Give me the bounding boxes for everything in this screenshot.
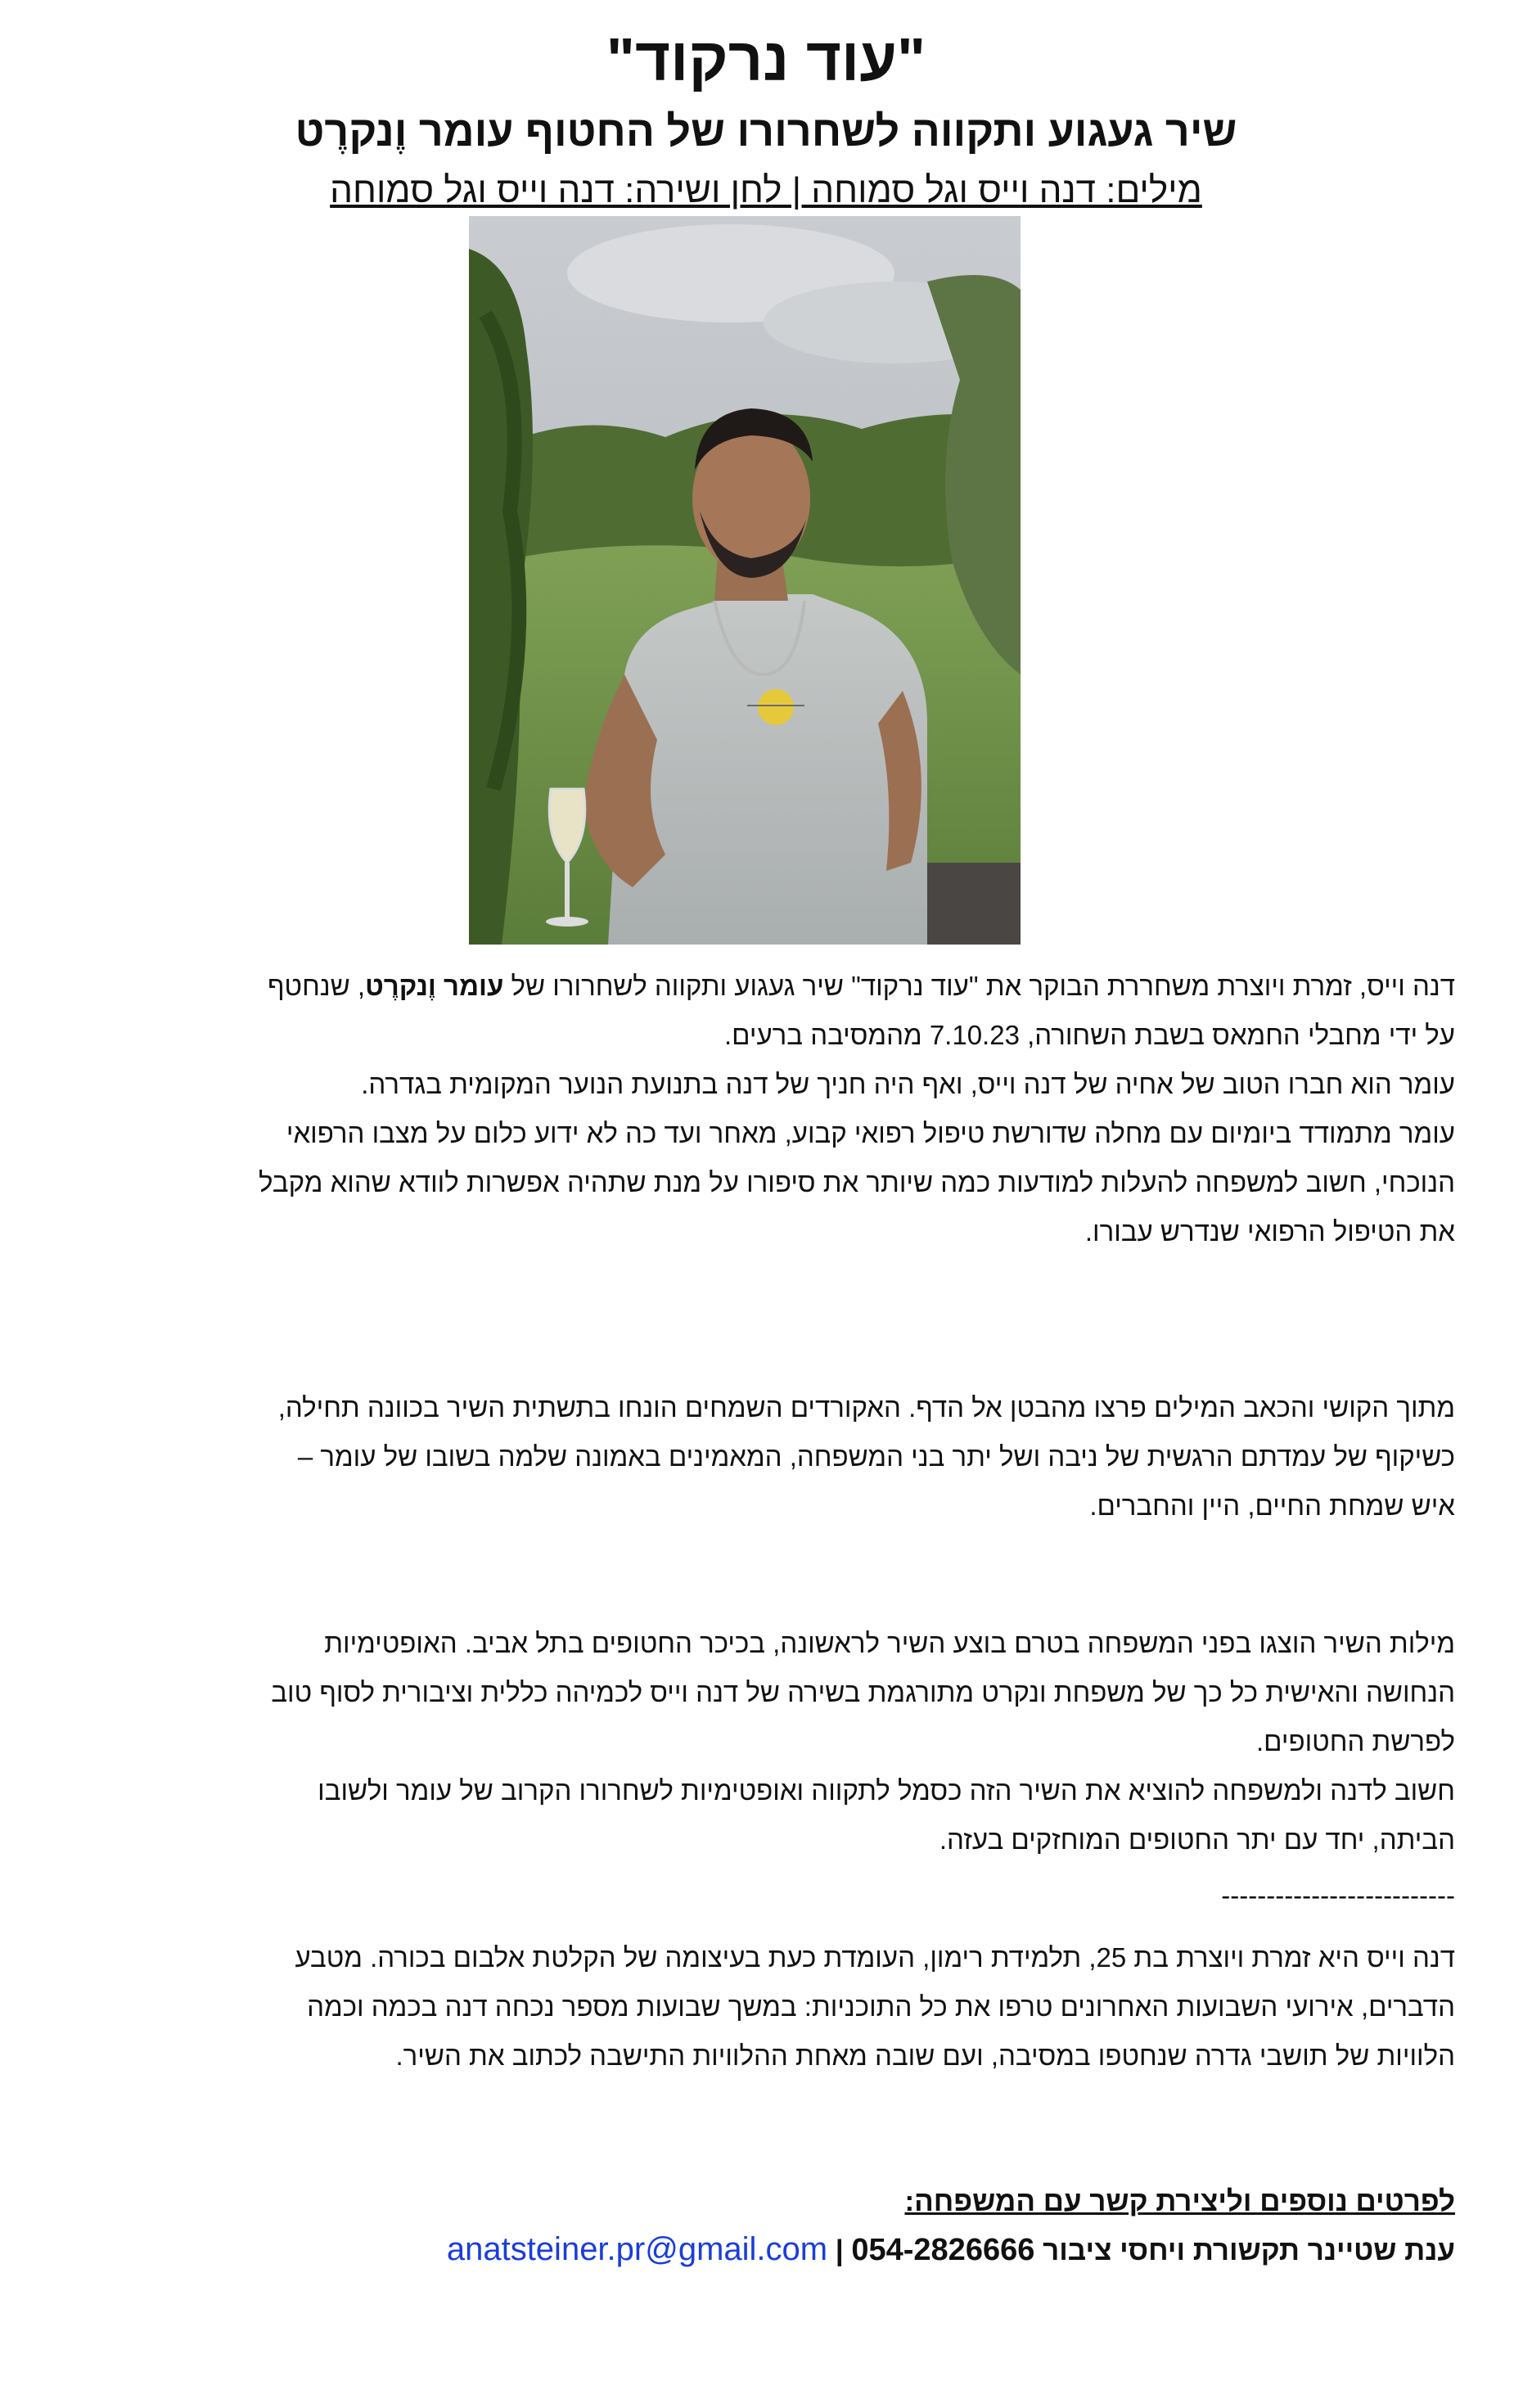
portrait-photo-illustration	[469, 216, 1021, 945]
paragraph-line: על ידי מחבלי החמאס בשבת השחורה, 7.10.23 מהמסיבה ברעים.	[723, 1020, 1455, 1050]
song-title: "עוד נרקוד"	[606, 25, 926, 93]
paragraph-line: מתוך הקושי והכאב המילים פרצו מהבטן אל הדף. האקורדים השמחים הונחו בתשתית השיר בכוונה תחילה,	[277, 1392, 1455, 1423]
contact-line	[47, 2225, 1455, 2275]
paragraph-line: את הטיפול הרפואי שנדרש עבורו.	[1084, 1216, 1455, 1247]
paragraph-line: הדברים, אירועי השבועות האחרונים טרפו את כל התוכניות: במשך שבועות מספר נכחה דנה בכמה וכמה	[307, 1991, 1455, 2022]
contact-heading: לפרטים נוספים וליצירת קשר עם המשפחה:	[904, 2185, 1455, 2217]
hostage-name: עומר וֶנקרֶט	[365, 971, 504, 1001]
paragraph-line: חשוב לדנה ולמשפחה להוציא את השיר הזה כסמל לתקווה ואופטימיות לשחרורו הקרוב של עומר ולשובו	[318, 1775, 1455, 1806]
paragraph-intro	[47, 962, 1455, 1256]
paragraph-artist-bio	[47, 1933, 1455, 2081]
contact-email-link[interactable]: anatsteiner.pr@gmail.com	[446, 2231, 828, 2267]
paragraph-line: עומר הוא חברו הטוב של אחיה של דנה וייס, ואף היה חניך של דנה בתנועת הנוער המקומית בגדרה.	[361, 1069, 1455, 1099]
paragraph-line: הביתה, יחד עם יתר החטופים המוחזקים בעזה.	[939, 1824, 1455, 1855]
paragraph-line: הנוכחי, חשוב למשפחה להעלות למודעות כמה שיותר את סיפורו על מנת שתהיה אפשרות לוודא שהוא מקבל	[259, 1167, 1455, 1197]
contact-separator: |	[827, 2234, 852, 2266]
portrait-photo	[469, 216, 1021, 945]
paragraph-line: מילות השיר הוצגו בפני המשפחה בטרם בוצע השיר לראשונה, בכיכר החטופים בתל אביב. האופטימיות	[324, 1628, 1455, 1658]
paragraph-line: הלוויות של תושבי גדרה שנחטפו במסיבה, ועם שובה מאחת ההלוויות התישבה לכתוב את השיר.	[395, 2040, 1455, 2071]
paragraph-line: דנה וייס היא זמרת ויוצרת בת 25, תלמידת רימון, העומדת כעת בעיצומה של הקלטת אלבום בכורה. מטבע	[295, 1942, 1455, 1973]
section-divider: --------------------------	[1221, 1880, 1455, 1910]
paragraph-line	[47, 962, 1455, 1011]
text-span: , שנחטף	[267, 971, 366, 1001]
text-span: דנה וייס, זמרת ויוצרת משחררת הבוקר את "עוד נרקוד" שיר געגוע ותקווה לשחרורו של	[503, 971, 1455, 1001]
paragraph-performance	[47, 1619, 1455, 1865]
contact-phone[interactable]: 054-2826666	[851, 2233, 1035, 2267]
paragraph-line: עומר מתמודד ביומיום עם מחלה שדורשת טיפול רפואי קבוע, מאחר ועד כה לא ידוע כלום על מצבו הרפואי	[286, 1118, 1455, 1148]
paragraph-line: איש שמחת החיים, היין והחברים.	[1089, 1490, 1455, 1521]
song-subtitle: שיר געגוע ותקווה לשחרורו של החטוף עומר וֶנקרֶט	[295, 108, 1237, 156]
paragraph-song-meaning	[47, 1383, 1455, 1531]
paragraph-line: כשיקוף של עמדתם הרגשית של ניבה ושל יתר בני המשפחה, המאמינים באמונה שלמה בשובו של עומר –	[297, 1441, 1455, 1472]
song-credits: מילים: דנה וייס וגל סמוחה | לחן ושירה: דנה וייס וגל סמוחה	[330, 170, 1202, 210]
paragraph-line: לפרשת החטופים.	[1256, 1726, 1455, 1756]
paragraph-line: הנחושה והאישית כל כך של משפחת ונקרט מתורגמת בשירה של דנה וייס לכמיהה כללית וציבורית לסוף טוב	[271, 1677, 1455, 1707]
contact-name: ענת שטיינר תקשורת ויחסי ציבור	[1034, 2234, 1455, 2266]
